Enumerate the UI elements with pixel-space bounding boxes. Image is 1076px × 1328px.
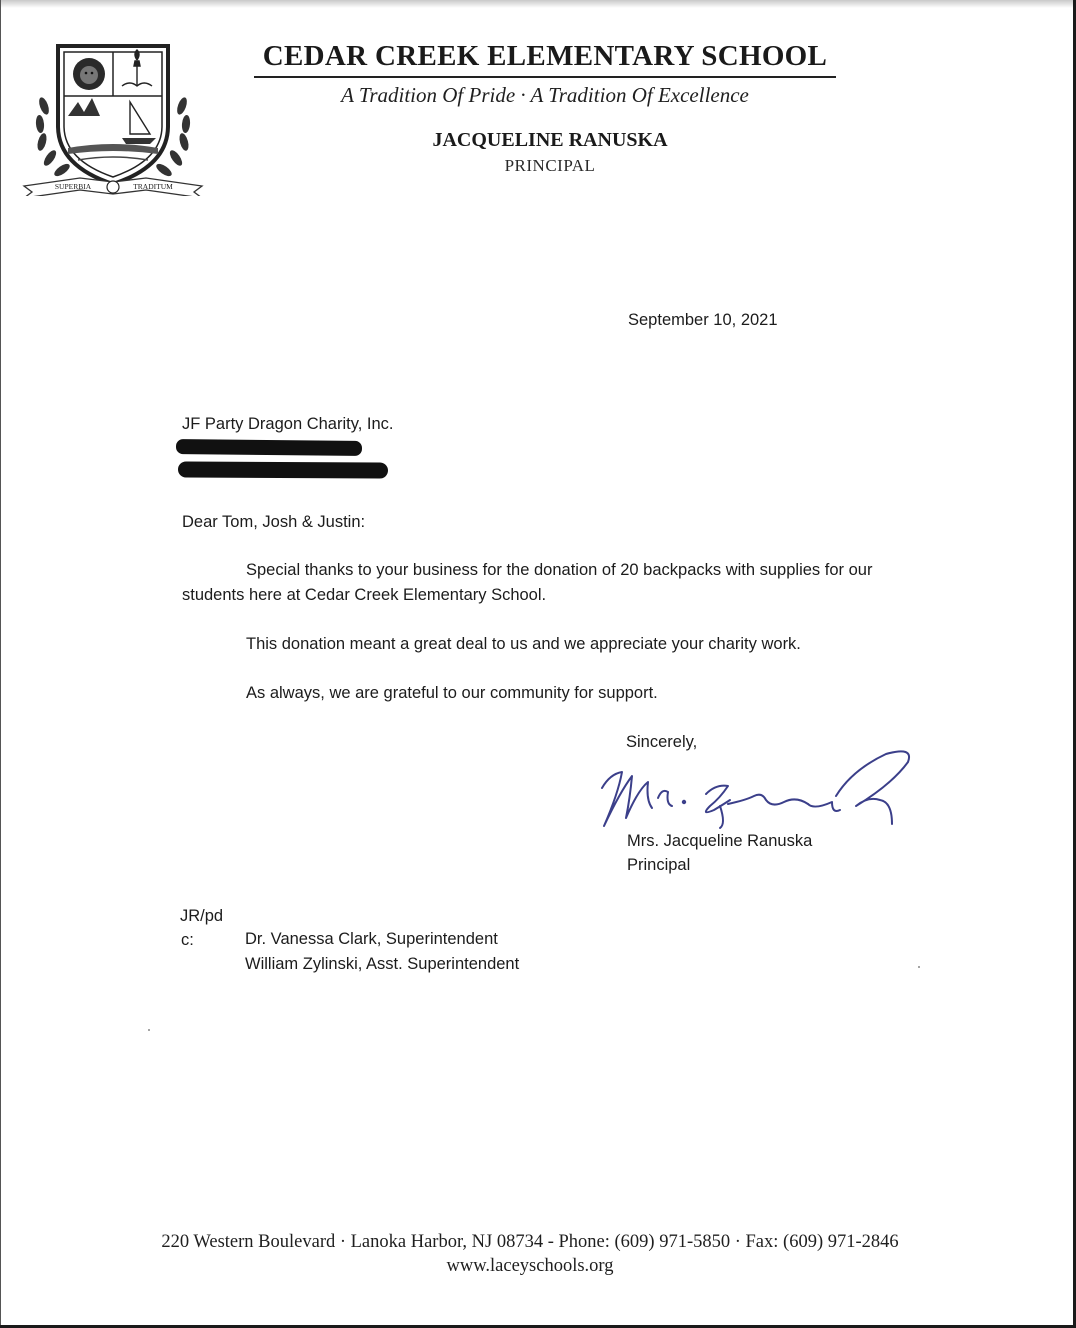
- redacted-address-line-1: [176, 439, 362, 456]
- school-motto: A Tradition Of Pride · A Tradition Of Excellence: [341, 83, 749, 107]
- cc-recipient: William Zylinski, Asst. Superintendent: [245, 955, 520, 973]
- crest-banner-right-text: TRADITUM: [133, 182, 173, 191]
- signer-title: Principal: [627, 856, 691, 874]
- header-divider: [254, 76, 836, 78]
- letterhead-principal-name: JACQUELINE RANUSKA: [432, 129, 668, 151]
- page-left-edge: [0, 0, 1, 1328]
- page-top-shadow: [0, 0, 1076, 8]
- handwritten-signature: [596, 744, 918, 832]
- salutation: Dear Tom, Josh & Justin:: [182, 513, 366, 531]
- school-crest-logo: [18, 36, 208, 196]
- paragraph-1-line-1: Special thanks to your business for the donation of 20 backpacks with supplies for our: [246, 561, 873, 579]
- footer-address: 220 Western Boulevard · Lanoka Harbor, NJ 08734 - Phone: (609) 971-5850 · Fax: (609) 971-2846: [161, 1232, 899, 1252]
- closing: Sincerely,: [626, 733, 698, 751]
- paw-icon: [107, 181, 119, 193]
- paragraph-2: This donation meant a great deal to us and we appreciate your charity work.: [246, 635, 801, 653]
- redacted-address-line-2: [178, 461, 388, 478]
- crest-banner-left-text: SUPERBIA: [54, 182, 92, 191]
- school-name: CEDAR CREEK ELEMENTARY SCHOOL: [262, 40, 828, 72]
- recipient-name: JF Party Dragon Charity, Inc.: [182, 415, 394, 433]
- cc-label: c:: [181, 931, 194, 949]
- paragraph-3: As always, we are grateful to our community for support.: [246, 684, 658, 702]
- lion-icon: [73, 58, 105, 90]
- scan-speck: [148, 1029, 150, 1031]
- footer-website: www.laceyschools.org: [446, 1256, 614, 1276]
- letter-date: September 10, 2021: [628, 311, 778, 329]
- paragraph-1-line-2: students here at Cedar Creek Elementary School.: [182, 586, 547, 604]
- cc-recipient: Dr. Vanessa Clark, Superintendent: [245, 930, 498, 948]
- letterhead-principal-title: PRINCIPAL: [504, 156, 596, 175]
- scan-speck: [918, 966, 920, 968]
- reference-initials: JR/pd: [180, 907, 224, 925]
- signer-name: Mrs. Jacqueline Ranuska: [627, 832, 813, 850]
